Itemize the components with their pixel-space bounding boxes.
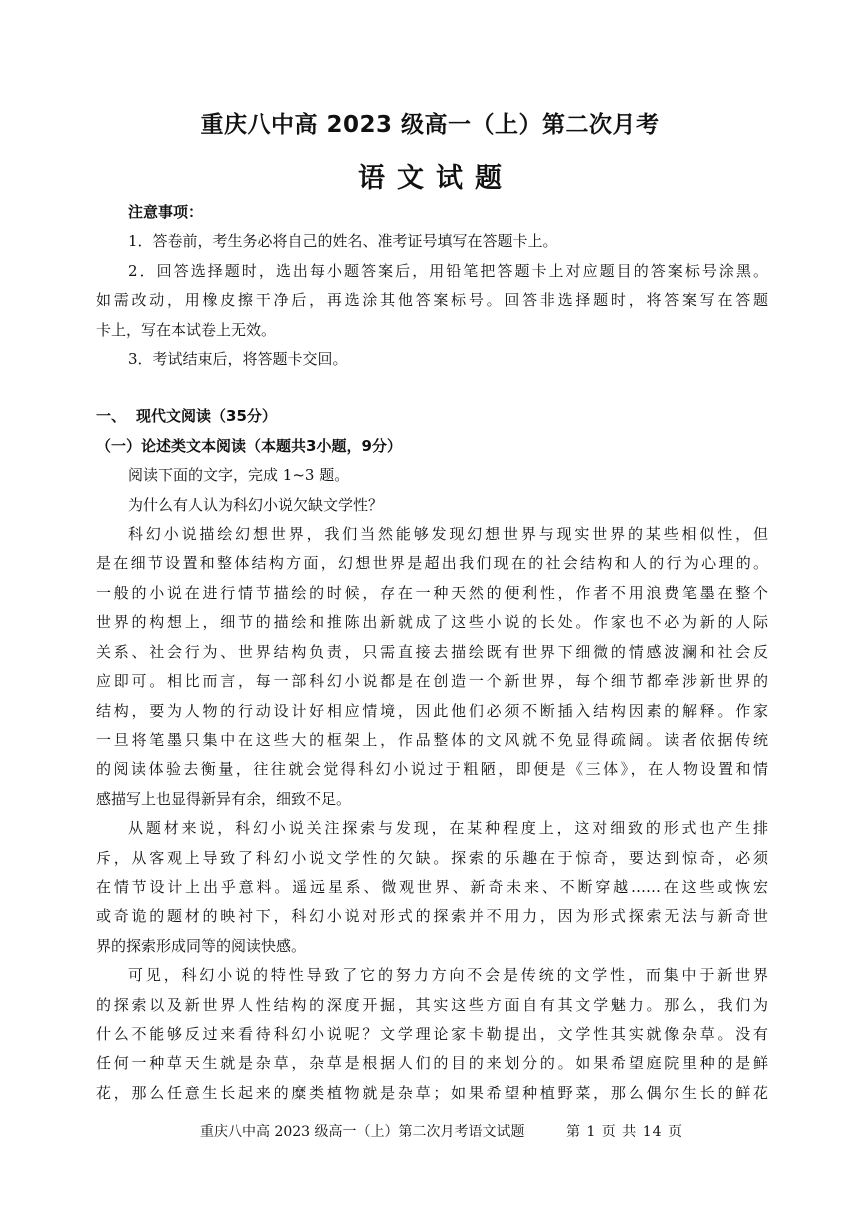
passage-line: 花，那么任意生长起来的糜类植物就是杂草；如果希望种植野菜，那么偶尔生长的鲜花 — [96, 1083, 768, 1102]
passage-line: 任何一种草天生就是杂草，杂草是根据人们的目的来划分的。如果希望庭院里种的是鲜 — [96, 1054, 768, 1073]
passage-line: 界的探索形成同等的阅读快感。 — [96, 936, 307, 955]
passage-line: 应即可。相比而言，每一部科幻小说都是在创造一个新世界，每个细节都牵涉新世界的 — [96, 672, 768, 691]
exam-body — [96, 198, 768, 1108]
passage-line: 一般的小说在进行情节描绘的时候，存在一种天然的便利性，作者不用浪费笔墨在整个 — [96, 583, 768, 602]
notice-heading: 注意事项： — [128, 203, 204, 221]
passage-line: 什么不能够反过来看待科幻小说呢？文学理论家卡勒提出，文学性其实就像杂草。没有 — [96, 1024, 768, 1043]
passage-line: 关系、社会行为、世界结构负责，只需直接去描绘既有世界下细微的情感波澜和社会反 — [96, 642, 768, 661]
passage-line: 结构，要为人物的行动设计好相应情境，因此他们必须不断插入结构因素的解释。作家 — [96, 701, 768, 720]
passage-line: 科幻小说描绘幻想世界，我们当然能够发现幻想世界与现实世界的某些相似性，但 — [128, 525, 768, 544]
subsection-heading: （一）论述类文本阅读（本题共3小题，9分） — [96, 436, 402, 455]
footer-exam-name: 重庆八中高 2023 级高一（上）第二次月考语文试题 — [200, 1124, 525, 1140]
notice-item-2-line: 如需改动，用橡皮擦干净后，再选涂其他答案标号。回答非选择题时，将答案写在答题 — [96, 291, 768, 310]
section-spacer — [96, 374, 768, 402]
passage-line: 一旦将笔墨只集中在这些大的框架上，作品整体的文风就不免显得疏阔。读者依据传统 — [96, 730, 768, 749]
exam-title: 重庆八中高 2023 级高一（上）第二次月考 — [200, 112, 660, 138]
passage-line: 从题材来说，科幻小说关注探索与发现，在某种程度上，这对细致的形式也产生排 — [128, 819, 768, 838]
exam-subject-title: 语文试题 — [358, 163, 514, 194]
notice-item-2-line: 2．回答选择题时，选出每小题答案后，用铅笔把答题卡上对应题目的答案标号涂黑。 — [128, 261, 768, 280]
passage-paragraph-1 — [96, 520, 768, 814]
page-number: 第 1 页 共 14 页 — [566, 1124, 683, 1140]
passage-line: 的阅读体验去衡量，往往就会觉得科幻小说过于粗陋，即便是《三体》，在人物设置和情 — [96, 760, 768, 779]
passage-paragraph-2 — [96, 814, 768, 961]
passage-line: 感描写上也显得新异有余，细致不足。 — [96, 789, 352, 808]
passage-line: 世界的构想上，细节的描绘和推陈出新就成了这些小说的长处。作家也不必为新的人际 — [96, 613, 768, 632]
section-heading — [96, 402, 768, 431]
passage-line: 可见，科幻小说的特性导致了它的努力方向不会是传统的文学性，而集中于新世界 — [128, 966, 768, 985]
notice-item-2-line: 卡上，写在本试卷上无效。 — [96, 320, 277, 339]
notice-item-1: 1．答卷前，考生务必将自己的姓名、准考证号填写在答题卡上。 — [128, 232, 558, 251]
passage-paragraph-3 — [96, 961, 768, 1108]
passage-line: 或奇诡的题材的映衬下，科幻小说对形式的探索并不用力，因为形式探索无法与新奇世 — [96, 907, 768, 926]
notice-item-3: 3．考试结束后，将答题卡交回。 — [128, 350, 348, 369]
passage-line: 斥，从客观上导致了科幻小说文学性的欠缺。探索的乐趣在于惊奇，要达到惊奇，必须 — [96, 848, 768, 867]
section-title: 现代文阅读（35分） — [136, 407, 277, 426]
reading-instruction: 阅读下面的文字，完成 1~3 题。 — [128, 466, 350, 485]
passage-line: 的探索以及新世界人性结构的深度开掘，其实这些方面自有其文学魅力。那么，我们为 — [96, 995, 768, 1014]
passage-line: 是在细节设置和整体结构方面，幻想世界是超出我们现在的社会结构和人的行为心理的。 — [96, 554, 768, 573]
passage-question-title: 为什么有人认为科幻小说欠缺文学性？ — [128, 495, 384, 514]
section-number: 一、 — [96, 407, 127, 426]
passage-line: 在情节设计上出乎意料。遥远星系、微观世界、新奇未来、不断穿越……在这些或恢宏 — [96, 877, 768, 896]
